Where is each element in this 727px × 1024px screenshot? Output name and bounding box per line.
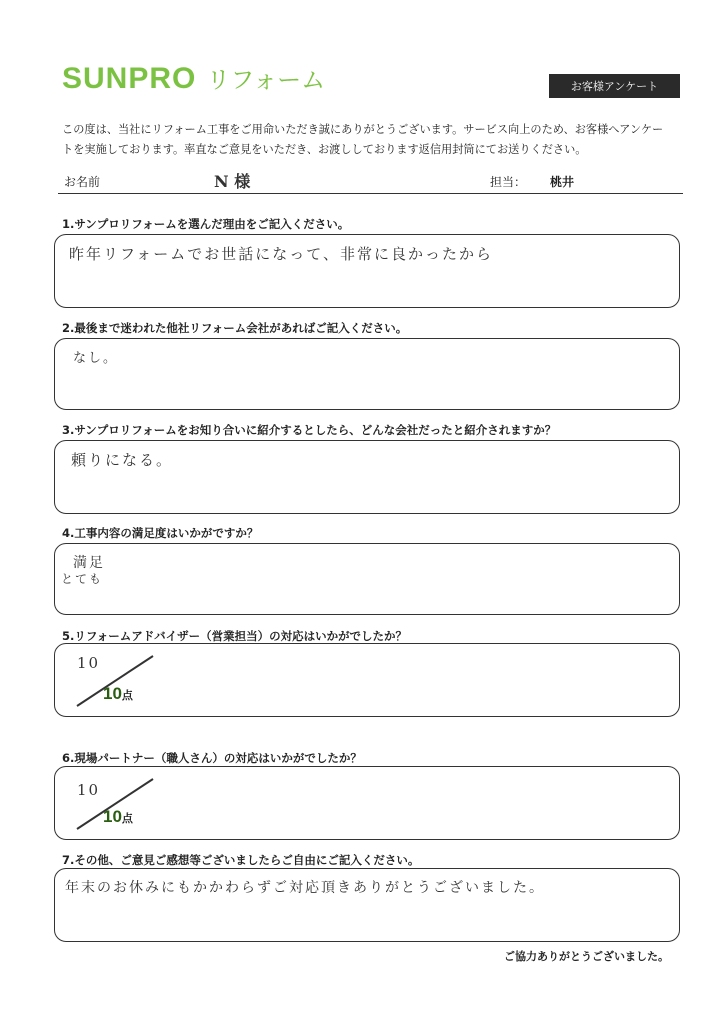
answer-3-text: 頼りになる。	[71, 451, 174, 469]
logo-subtitle: リフォーム	[206, 66, 326, 94]
answer-2-text: なし。	[73, 351, 119, 366]
answer-7-text: 年末のお休みにもかかわらずご対応頂きありがとうございました。	[65, 880, 545, 896]
customer-info-row	[58, 169, 683, 194]
question-4-title: 4.工事内容の満足度はいかがですか？	[62, 526, 259, 540]
name-label: お名前	[64, 175, 101, 189]
answer-box-5	[54, 643, 680, 717]
question-5-title: 5.リフォームアドバイザー（営業担当）の対応はいかがでしたか？	[62, 629, 408, 643]
answer-box-1	[54, 234, 680, 308]
name-value: N 様	[214, 172, 251, 191]
answer-box-6	[54, 766, 680, 840]
score-6	[103, 807, 133, 827]
answer-4-line-1: 満足	[73, 555, 105, 571]
footer-thanks: ご協力ありがとうございました。	[504, 950, 669, 963]
answer-box-3	[54, 440, 680, 514]
question-2-title: 2.最後まで迷われた他社リフォーム会社があればご記入ください。	[62, 321, 408, 335]
score-5-value: 10	[103, 684, 122, 703]
score-6-unit: 点	[121, 813, 133, 825]
question-1-title: 1.サンプロリフォームを選んだ理由をご記入ください。	[62, 217, 350, 231]
logo-brand: SUNPRO	[62, 62, 197, 95]
score-6-value: 10	[103, 807, 122, 826]
intro-line-2: トを実施しております。率直なご意見をいただき、お渡ししております返信用封筒にてお送りください。	[62, 143, 587, 156]
staff-label: 担当：	[490, 175, 527, 189]
question-7-title: 7.その他、ご意見ご感想等ございましたらご自由にご記入ください。	[62, 853, 420, 867]
intro-line-1: この度は、当社にリフォーム工事をご用命いただき誠にありがとうございます。サービス向上のため、お客様へアンケー	[62, 123, 664, 136]
answer-box-7	[54, 868, 680, 942]
survey-tag: お客様アンケート	[549, 74, 680, 98]
handwritten-score-5: 10	[77, 654, 101, 672]
answer-box-2	[54, 338, 680, 410]
intro-text	[62, 120, 682, 160]
sunpro-logo	[62, 60, 325, 96]
question-6-title: 6.現場パートナー（職人さん）の対応はいかがでしたか？	[62, 751, 362, 765]
score-5	[103, 684, 133, 704]
answer-1-text: 昨年リフォームでお世話になって、非常に良かったから	[69, 245, 493, 263]
score-5-unit: 点	[121, 690, 133, 702]
handwritten-score-6: 10	[77, 781, 101, 799]
answer-4-line-2: とても	[61, 572, 104, 586]
answer-box-4	[54, 543, 680, 615]
staff-value: 桃井	[550, 175, 575, 189]
question-3-title: 3.サンプロリフォームをお知り合いに紹介するとしたら、どんな会社だったと紹介されますか？	[62, 423, 557, 437]
